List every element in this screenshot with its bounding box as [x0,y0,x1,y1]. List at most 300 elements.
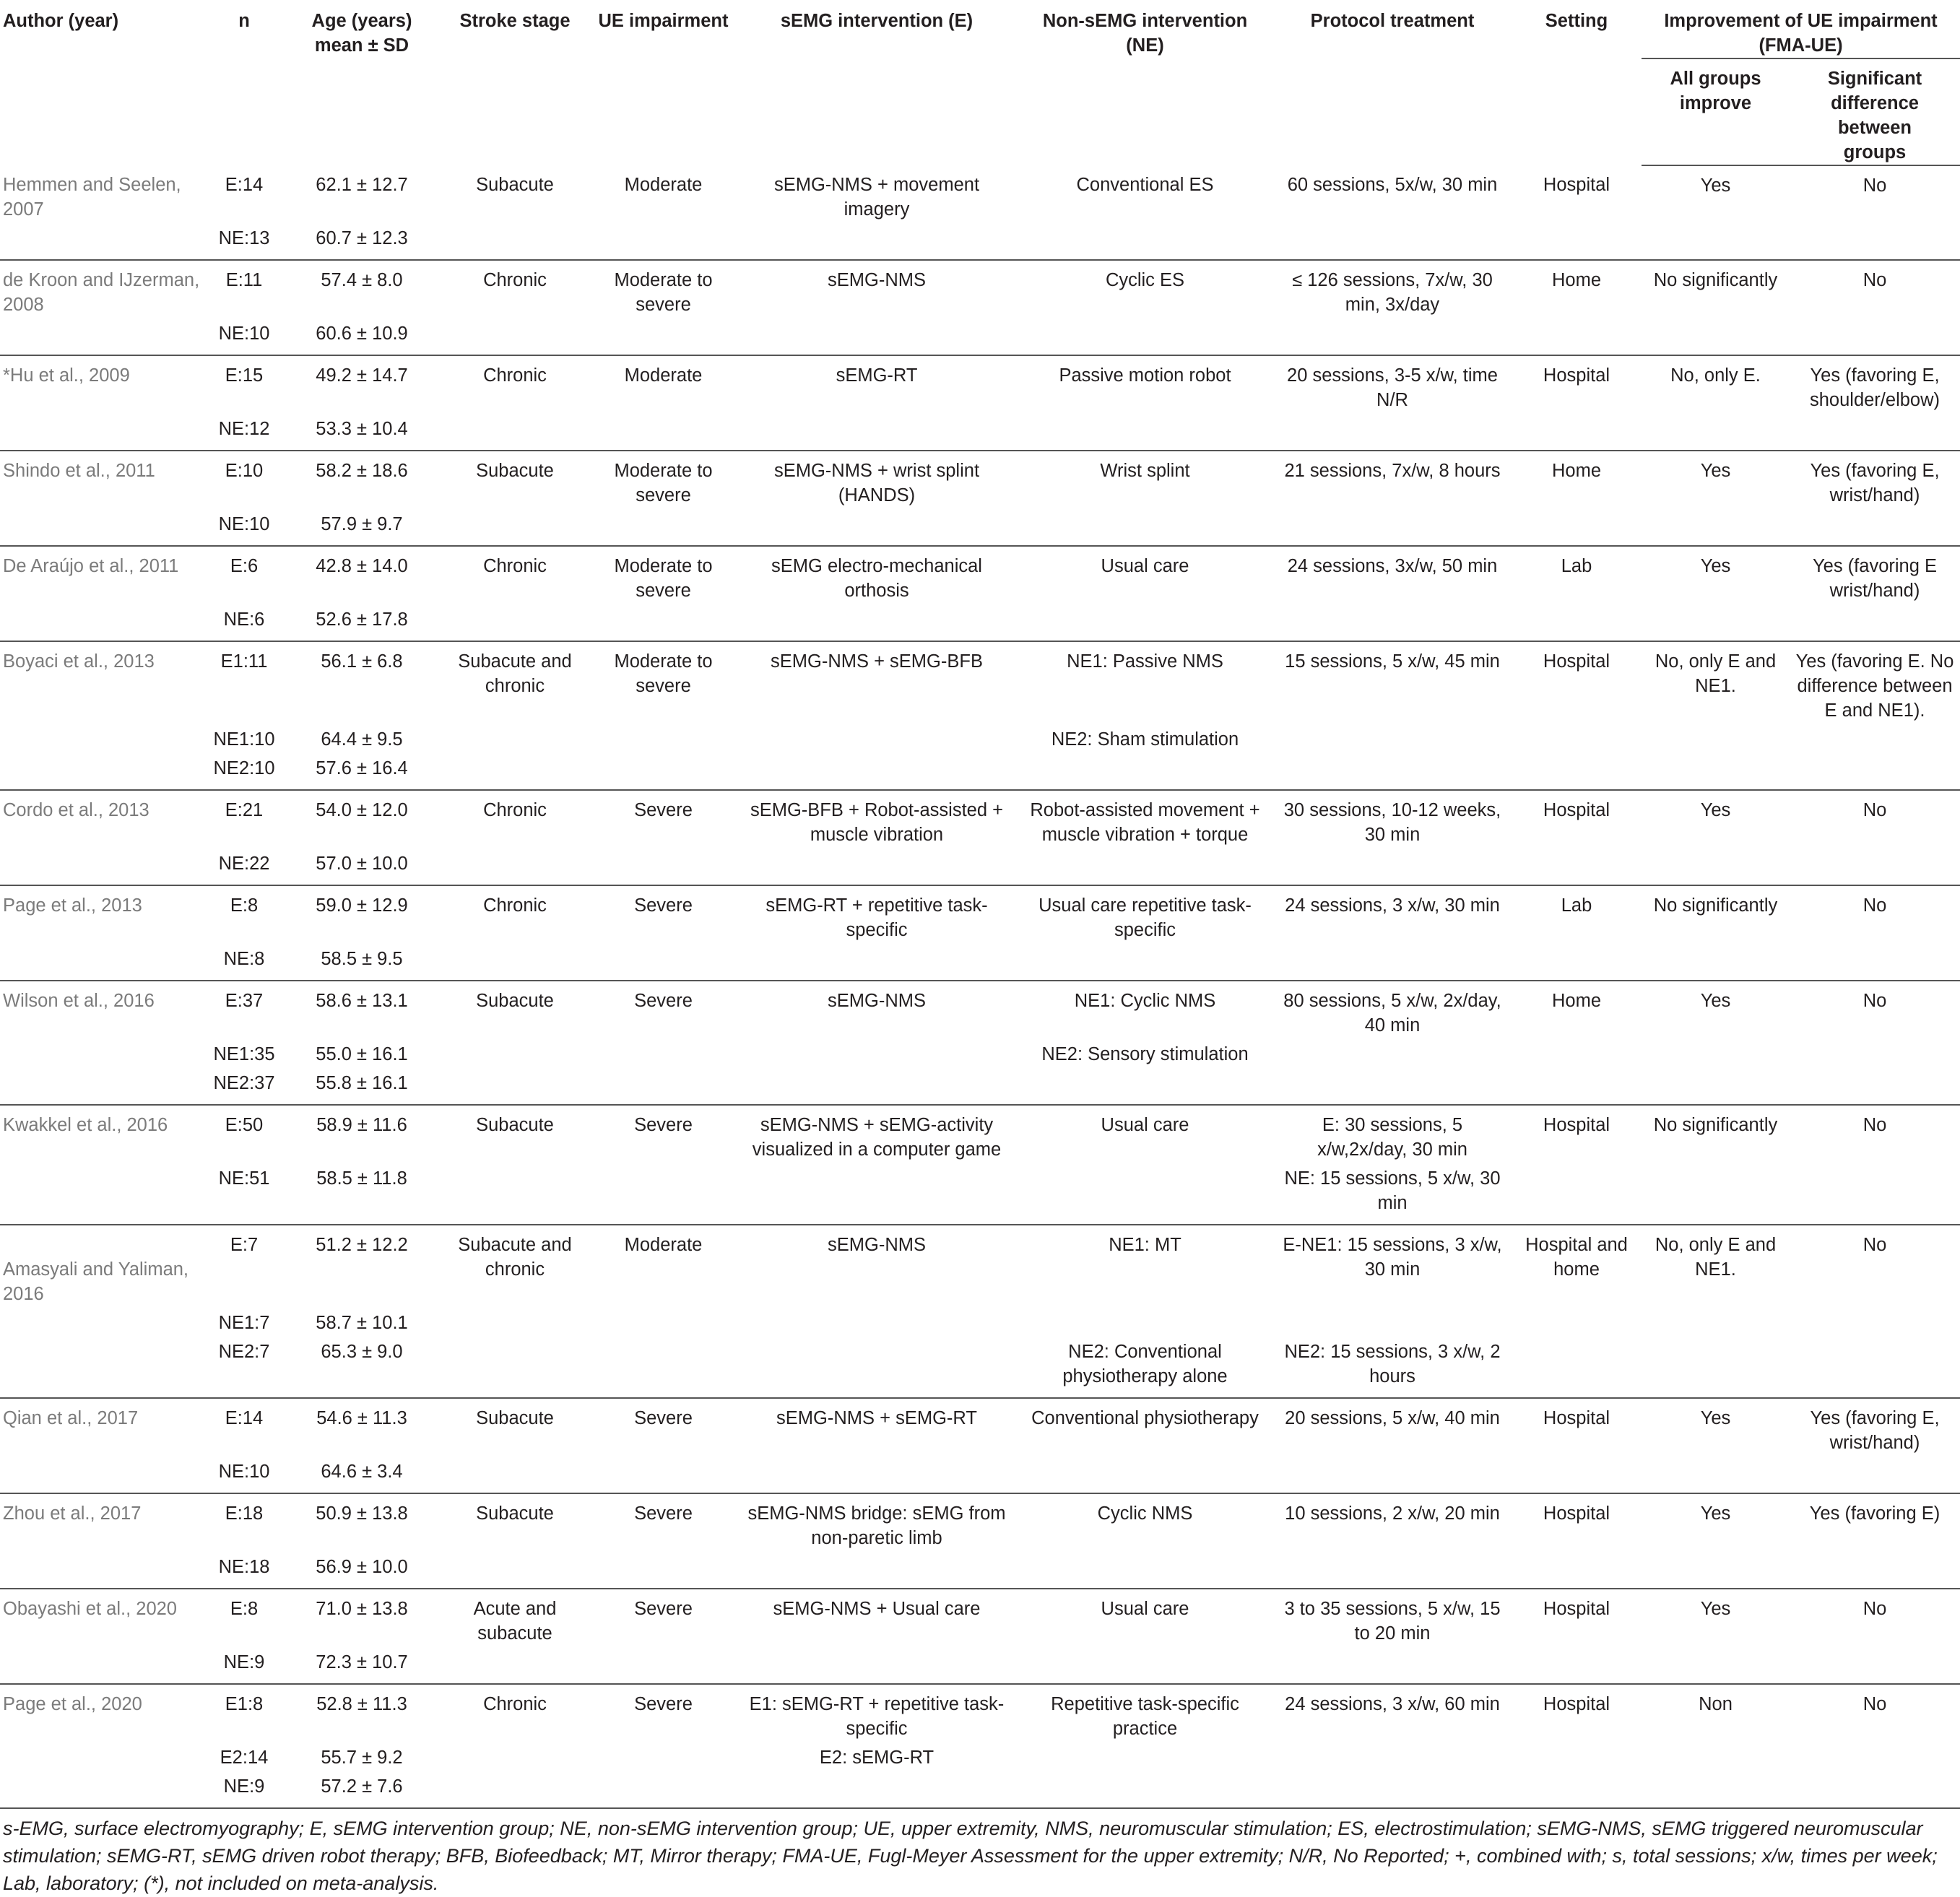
cell-protocol [1273,1455,1512,1493]
cell-n: NE2:10 [213,758,275,778]
cell-significant-difference: No [1863,800,1887,820]
cell-semg-intervention: sEMG-RT [836,365,918,386]
cell-n: NE1:7 [218,1313,270,1333]
cell-semg-intervention: sEMG-NMS [828,1235,926,1255]
cell-author: Obayashi et al., 2020 [3,1599,177,1619]
cell-n: NE:6 [223,609,265,630]
cell-non-semg-intervention: Robot-assisted movement + muscle vibration + torque [1030,800,1260,845]
cell-non-semg-intervention: Cyclic NMS [1097,1503,1193,1524]
table-row [0,1646,1960,1684]
cell-ue-impairment: Severe [634,1503,693,1524]
cell-ue-impairment [590,317,737,355]
cell-significant-difference [1790,1646,1960,1684]
cell-ue-impairment [590,1455,737,1493]
cell-n: E:18 [225,1503,264,1524]
cell-all-groups-improve [1642,317,1790,355]
cell-setting [1512,412,1642,451]
table-row [0,641,1960,723]
cell-setting [1512,1335,1642,1398]
cell-age: 64.6 ± 3.4 [321,1462,403,1482]
cell-significant-difference: No [1863,175,1887,196]
cell-ue-impairment: Moderate to severe [614,461,713,505]
cell-protocol: E: 30 sessions, 5 x/w,2x/day, 30 min [1317,1115,1467,1160]
cell-semg-intervention: sEMG-NMS bridge: sEMG from non-paretic limb [747,1503,1006,1548]
cell-author: Page et al., 2013 [3,895,142,916]
cell-n: E:21 [225,800,264,820]
cell-author: Boyaci et al., 2013 [3,651,155,672]
cell-setting: Hospital [1543,1599,1610,1619]
cell-significant-difference: No [1863,1599,1887,1619]
cell-semg-intervention: sEMG electro-mechanical orthosis [771,556,982,601]
cell-all-groups-improve [1642,222,1790,260]
cell-protocol [1273,1550,1512,1589]
cell-age: 64.4 ± 9.5 [321,729,403,750]
cell-significant-difference [1790,1455,1960,1493]
col-improve-line1: Improvement of UE impairment [1664,11,1938,31]
cell-age: 54.6 ± 11.3 [316,1408,407,1428]
cell-author: Cordo et al., 2013 [3,800,149,820]
cell-age: 72.3 ± 10.7 [316,1652,408,1672]
col-nonsemg-line2: (NE) [1126,35,1164,56]
cell-significant-difference [1790,1335,1960,1398]
table-row [0,1550,1960,1589]
cell-protocol: 24 sessions, 3x/w, 50 min [1287,556,1498,576]
col-age [284,0,440,165]
cell-author: Page et al., 2020 [3,1694,142,1714]
col-sig-line3: groups [1843,142,1907,162]
cell-all-groups-improve: No significantly [1653,1115,1778,1135]
cell-n: NE:12 [218,419,270,439]
table-row [0,1741,1960,1770]
cell-non-semg-intervention [1017,942,1273,981]
cell-protocol: 24 sessions, 3 x/w, 30 min [1285,895,1500,916]
cell-all-groups-improve [1642,1038,1790,1067]
cell-age: 52.8 ± 11.3 [316,1694,407,1714]
cell-ue-impairment [590,1067,737,1105]
cell-semg-intervention [737,723,1017,752]
cell-stroke-stage [440,1455,590,1493]
cell-age: 49.2 ± 14.7 [316,365,408,386]
cell-stroke-stage: Subacute [476,991,554,1011]
cell-ue-impairment: Severe [634,800,693,820]
cell-age: 62.1 ± 12.7 [316,175,408,195]
cell-author [0,1455,204,1493]
cell-stroke-stage [440,1741,590,1770]
cell-stroke-stage [440,752,590,790]
cell-semg-intervention [737,1455,1017,1493]
cell-semg-intervention: E1: sEMG-RT + repetitive task-specific [749,1694,1005,1739]
cell-protocol [1273,1067,1512,1105]
cell-n: E:7 [230,1235,259,1255]
cell-age: 60.7 ± 12.3 [316,228,408,248]
cell-n: E:11 [225,270,263,290]
cell-stroke-stage [440,1038,590,1067]
col-all-line2: improve [1679,93,1752,113]
cell-setting [1512,603,1642,641]
cell-all-groups-improve [1642,847,1790,885]
cell-n: E:14 [225,1408,264,1428]
cell-ue-impairment: Moderate [624,1235,703,1255]
cell-all-groups-improve [1642,508,1790,546]
cell-ue-impairment [590,1770,737,1808]
cell-setting: Hospital [1543,1115,1610,1135]
cell-n: NE:8 [223,949,265,969]
cell-all-groups-improve [1642,1306,1790,1335]
cell-significant-difference [1790,1162,1960,1225]
cell-ue-impairment [590,1306,737,1335]
cell-non-semg-intervention: NE1: MT [1109,1235,1181,1255]
cell-non-semg-intervention [1017,1306,1273,1335]
cell-significant-difference: Yes (favoring E wrist/hand) [1813,556,1937,601]
cell-n: NE:9 [223,1652,265,1672]
cell-semg-intervention [737,1646,1017,1684]
cell-n: E:10 [225,461,264,481]
cell-non-semg-intervention: NE1: Passive NMS [1067,651,1223,672]
cell-significant-difference [1790,1741,1960,1770]
table-row [0,412,1960,451]
cell-age: 59.0 ± 12.9 [316,895,408,916]
cell-setting [1512,1067,1642,1105]
cell-semg-intervention: sEMG-NMS [828,991,926,1011]
cell-stroke-stage [440,603,590,641]
cell-non-semg-intervention [1017,317,1273,355]
table-row [0,1770,1960,1808]
cell-protocol [1273,603,1512,641]
cell-setting: Hospital [1543,365,1610,386]
cell-all-groups-improve: Yes [1700,1599,1731,1619]
cell-age: 57.6 ± 16.4 [316,758,408,778]
table-header [0,0,1960,165]
cell-n: E:50 [225,1115,264,1135]
cell-protocol: 20 sessions, 3-5 x/w, time N/R [1287,365,1498,410]
cell-all-groups-improve: Yes [1700,175,1731,196]
table-row [0,981,1960,1038]
cell-all-groups-improve: No, only E and NE1. [1655,1235,1777,1280]
cell-author [0,1741,204,1770]
table-row [0,1493,1960,1550]
col-all-line1: All groups [1670,69,1761,89]
cell-age: 58.5 ± 9.5 [321,949,403,969]
cell-author [0,317,204,355]
cell-setting: Hospital [1543,175,1610,195]
cell-all-groups-improve [1642,1455,1790,1493]
cell-semg-intervention: sEMG-NMS + Usual care [773,1599,981,1619]
cell-non-semg-intervention [1017,847,1273,885]
table-row [0,1455,1960,1493]
cell-stroke-stage [440,1770,590,1808]
cell-semg-intervention [737,1335,1017,1398]
cell-ue-impairment [590,603,737,641]
cell-ue-impairment: Severe [634,1599,693,1619]
cell-protocol: 15 sessions, 5 x/w, 45 min [1285,651,1500,672]
cell-age: 57.4 ± 8.0 [321,270,403,290]
cell-non-semg-intervention [1017,1067,1273,1105]
cell-all-groups-improve: Yes [1700,1503,1731,1524]
cell-n: NE1:35 [213,1044,275,1064]
cell-semg-intervention [737,1038,1017,1067]
col-sig-line2: difference between [1831,93,1919,138]
cell-all-groups-improve [1642,1067,1790,1105]
cell-stroke-stage [440,723,590,752]
cell-stroke-stage: Subacute [476,175,554,195]
cell-stroke-stage: Acute and subacute [473,1599,557,1644]
cell-semg-intervention: sEMG-NMS + wrist splint (HANDS) [773,461,980,505]
cell-setting [1512,222,1642,260]
cell-significant-difference [1790,1067,1960,1105]
cell-author: Hemmen and Seelen, 2007 [3,175,181,220]
cell-all-groups-improve: Non [1699,1694,1733,1714]
cell-significant-difference [1790,942,1960,981]
cell-setting [1512,508,1642,546]
cell-author [0,1162,204,1225]
cell-semg-intervention [737,412,1017,451]
cell-significant-difference [1790,1038,1960,1067]
cell-protocol: 3 to 35 sessions, 5 x/w, 15 to 20 min [1284,1599,1501,1644]
cell-protocol: ≤ 126 sessions, 7x/w, 30 min, 3x/day [1292,270,1493,315]
cell-all-groups-improve [1642,723,1790,752]
cell-age: 57.0 ± 10.0 [316,854,408,874]
cell-ue-impairment: Severe [634,1408,693,1428]
cell-stroke-stage [440,317,590,355]
cell-all-groups-improve [1642,1770,1790,1808]
cell-non-semg-intervention: Usual care [1101,1599,1189,1619]
cell-setting: Home [1551,461,1602,481]
cell-author [0,222,204,260]
cell-all-groups-improve [1642,412,1790,451]
table-row [0,355,1960,412]
cell-age: 51.2 ± 12.2 [316,1235,408,1255]
cell-non-semg-intervention [1017,603,1273,641]
table-row [0,885,1960,942]
col-age-line2: mean ± SD [314,35,409,56]
cell-significant-difference: Yes (favoring E, shoulder/elbow) [1809,365,1941,410]
cell-significant-difference [1790,723,1960,752]
cell-setting [1512,1455,1642,1493]
cell-stroke-stage: Subacute [476,1503,554,1524]
cell-author [0,752,204,790]
cell-setting: Hospital and home [1525,1235,1628,1280]
cell-non-semg-intervention [1017,1646,1273,1684]
cell-stroke-stage: Subacute and chronic [458,651,572,696]
cell-ue-impairment [590,222,737,260]
cell-ue-impairment: Moderate [624,175,703,195]
cell-semg-intervention: sEMG-NMS + movement imagery [773,175,980,220]
cell-semg-intervention: sEMG-NMS + sEMG-RT [776,1408,977,1428]
cell-non-semg-intervention [1017,1162,1273,1225]
cell-significant-difference [1790,603,1960,641]
cell-non-semg-intervention: Repetitive task-specific practice [1051,1694,1239,1739]
col-ue-impairment: UE impairment [598,11,729,31]
cell-non-semg-intervention: Wrist splint [1100,461,1190,481]
cell-n: E:8 [230,895,259,916]
cell-n: NE:10 [218,514,270,534]
cell-semg-intervention [737,1550,1017,1589]
cell-all-groups-improve: No significantly [1653,270,1778,290]
cell-significant-difference: Yes (favoring E, wrist/hand) [1810,461,1940,505]
cell-significant-difference: Yes (favoring E. No difference between E and NE1). [1795,651,1954,721]
cell-setting [1512,1770,1642,1808]
cell-n: NE2:7 [218,1342,270,1362]
cell-semg-intervention [737,847,1017,885]
cell-setting: Hospital [1543,1503,1610,1524]
cell-protocol [1273,723,1512,752]
cell-semg-intervention [737,942,1017,981]
cell-n: NE2:37 [213,1073,275,1093]
cell-author [0,508,204,546]
col-stroke-stage: Stroke stage [459,11,571,31]
cell-significant-difference [1790,317,1960,355]
cell-setting: Home [1551,991,1602,1011]
table-row [0,451,1960,508]
cell-protocol: 20 sessions, 5 x/w, 40 min [1285,1408,1500,1428]
cell-all-groups-improve [1642,1646,1790,1684]
cell-protocol: NE2: 15 sessions, 3 x/w, 2 hours [1284,1342,1501,1386]
cell-stroke-stage [440,1067,590,1105]
cell-significant-difference: No [1863,991,1887,1011]
col-semg-intervention: sEMG intervention (E) [780,11,974,31]
cell-n: NE:10 [218,324,270,344]
cell-semg-intervention: sEMG-RT + repetitive task-specific [766,895,988,940]
cell-setting: Hospital [1543,1408,1610,1428]
cell-stroke-stage: Subacute [476,461,554,481]
cell-n: E1:11 [220,651,268,672]
cell-ue-impairment [590,1741,737,1770]
cell-all-groups-improve: Yes [1700,991,1731,1011]
table-body [0,165,1960,1808]
table-row [0,1225,1960,1306]
cell-n: E:14 [225,175,264,195]
cell-semg-intervention [737,1162,1017,1225]
table-row [0,317,1960,355]
cell-significant-difference: No [1863,1694,1887,1714]
cell-all-groups-improve [1642,1550,1790,1589]
col-n: n [238,11,250,31]
cell-non-semg-intervention [1017,1455,1273,1493]
cell-significant-difference [1790,1306,1960,1335]
cell-ue-impairment: Severe [634,1694,693,1714]
cell-author [0,1306,204,1335]
table-row [0,1589,1960,1646]
cell-stroke-stage [440,1162,590,1225]
cell-all-groups-improve [1642,1741,1790,1770]
cell-stroke-stage: Chronic [483,800,547,820]
cell-protocol: 30 sessions, 10-12 weeks, 30 min [1283,800,1501,845]
cell-stroke-stage: Chronic [483,556,547,576]
cell-author [0,1038,204,1067]
cell-ue-impairment: Moderate to severe [614,556,713,601]
cell-age: 53.3 ± 10.4 [316,419,408,439]
cell-stroke-stage [440,1306,590,1335]
cell-setting: Hospital [1543,651,1610,672]
cell-ue-impairment: Moderate to severe [614,270,713,315]
table-row [0,1398,1960,1455]
cell-author [0,1646,204,1684]
cell-stroke-stage [440,1550,590,1589]
table-footnote: s-EMG, surface electromyography; E, sEMG intervention group; NE, non-sEMG intervention group; UE, upper extremity, NMS, neuromuscular stimulation; ES, electrostimulation; sEMG-NMS, sEMG triggered neuromuscular stimulation; sEMG-RT, sEMG driven robot therapy; BFB, Biofeedback; MT, Mirror therapy; FMA-UE, Fugl-Meyer Assessment for the upper extremity; N/R, No Reported; +, combined with; s, total sessions; x/w, times per week; Lab, laboratory; (*), not included on meta-analysis. [3,1818,1938,1894]
cell-significant-difference [1790,752,1960,790]
cell-all-groups-improve: Yes [1700,461,1731,481]
cell-semg-intervention [737,1770,1017,1808]
cell-significant-difference: No [1863,1235,1887,1255]
cell-all-groups-improve: Yes [1700,800,1731,820]
cell-age: 58.7 ± 10.1 [316,1313,408,1333]
cell-protocol: 60 sessions, 5x/w, 30 min [1287,175,1498,195]
cell-protocol [1273,508,1512,546]
cell-ue-impairment [590,1162,737,1225]
cell-ue-impairment: Severe [634,991,693,1011]
cell-semg-intervention [737,222,1017,260]
col-improve-line2: (FMA-UE) [1759,35,1843,56]
cell-non-semg-intervention: NE2: Sensory stimulation [1041,1044,1249,1064]
cell-n: E:8 [230,1599,259,1619]
col-age-line1: Age (years) [311,11,412,31]
cell-non-semg-intervention: Usual care [1101,1115,1189,1135]
cell-stroke-stage [440,1646,590,1684]
table-row [0,222,1960,260]
cell-stroke-stage: Subacute [476,1408,554,1428]
cell-ue-impairment: Moderate to severe [614,651,713,696]
cell-ue-impairment [590,508,737,546]
cell-setting: Lab [1561,895,1592,916]
cell-semg-intervention: E2: sEMG-RT [819,1748,935,1768]
cell-protocol [1273,752,1512,790]
cell-setting [1512,1306,1642,1335]
cell-age: 55.0 ± 16.1 [316,1044,408,1064]
cell-all-groups-improve [1642,603,1790,641]
cell-age: 71.0 ± 13.8 [316,1599,408,1619]
cell-non-semg-intervention [1017,222,1273,260]
cell-protocol [1273,1770,1512,1808]
cell-ue-impairment [590,723,737,752]
cell-setting [1512,847,1642,885]
cell-n: NE:9 [223,1776,265,1797]
table-row [0,1105,1960,1162]
cell-significant-difference: Yes (favoring E, wrist/hand) [1810,1408,1940,1453]
cell-setting [1512,317,1642,355]
cell-all-groups-improve [1642,1162,1790,1225]
cell-ue-impairment [590,1038,737,1067]
cell-author: de Kroon and IJzerman, 2008 [3,270,200,315]
table-row [0,723,1960,752]
table-row [0,1684,1960,1741]
cell-n: E:37 [225,991,264,1011]
cell-significant-difference: Yes (favoring E) [1809,1503,1941,1524]
cell-stroke-stage: Chronic [483,895,547,916]
table-row [0,1067,1960,1105]
cell-setting [1512,1550,1642,1589]
cell-semg-intervention: sEMG-NMS + sEMG-activity visualized in a computer game [752,1115,1002,1160]
cell-semg-intervention [737,752,1017,790]
table-row [0,847,1960,885]
cell-non-semg-intervention: Cyclic ES [1105,270,1185,290]
cell-setting [1512,1162,1642,1225]
cell-ue-impairment [590,1335,737,1398]
cell-non-semg-intervention [1017,1770,1273,1808]
table-row [0,1335,1960,1398]
table-row [0,603,1960,641]
cell-age: 56.1 ± 6.8 [321,651,403,672]
cell-significant-difference: No [1863,1115,1887,1135]
cell-protocol: 24 sessions, 3 x/w, 60 min [1285,1694,1500,1714]
cell-n: E:6 [230,556,259,576]
cell-ue-impairment [590,1646,737,1684]
cell-non-semg-intervention [1017,752,1273,790]
cell-protocol: E-NE1: 15 sessions, 3 x/w, 30 min [1283,1235,1502,1280]
cell-all-groups-improve: No, only E. [1670,365,1761,386]
cell-stroke-stage: Subacute and chronic [458,1235,572,1280]
cell-author [0,942,204,981]
cell-significant-difference: No [1863,270,1887,290]
